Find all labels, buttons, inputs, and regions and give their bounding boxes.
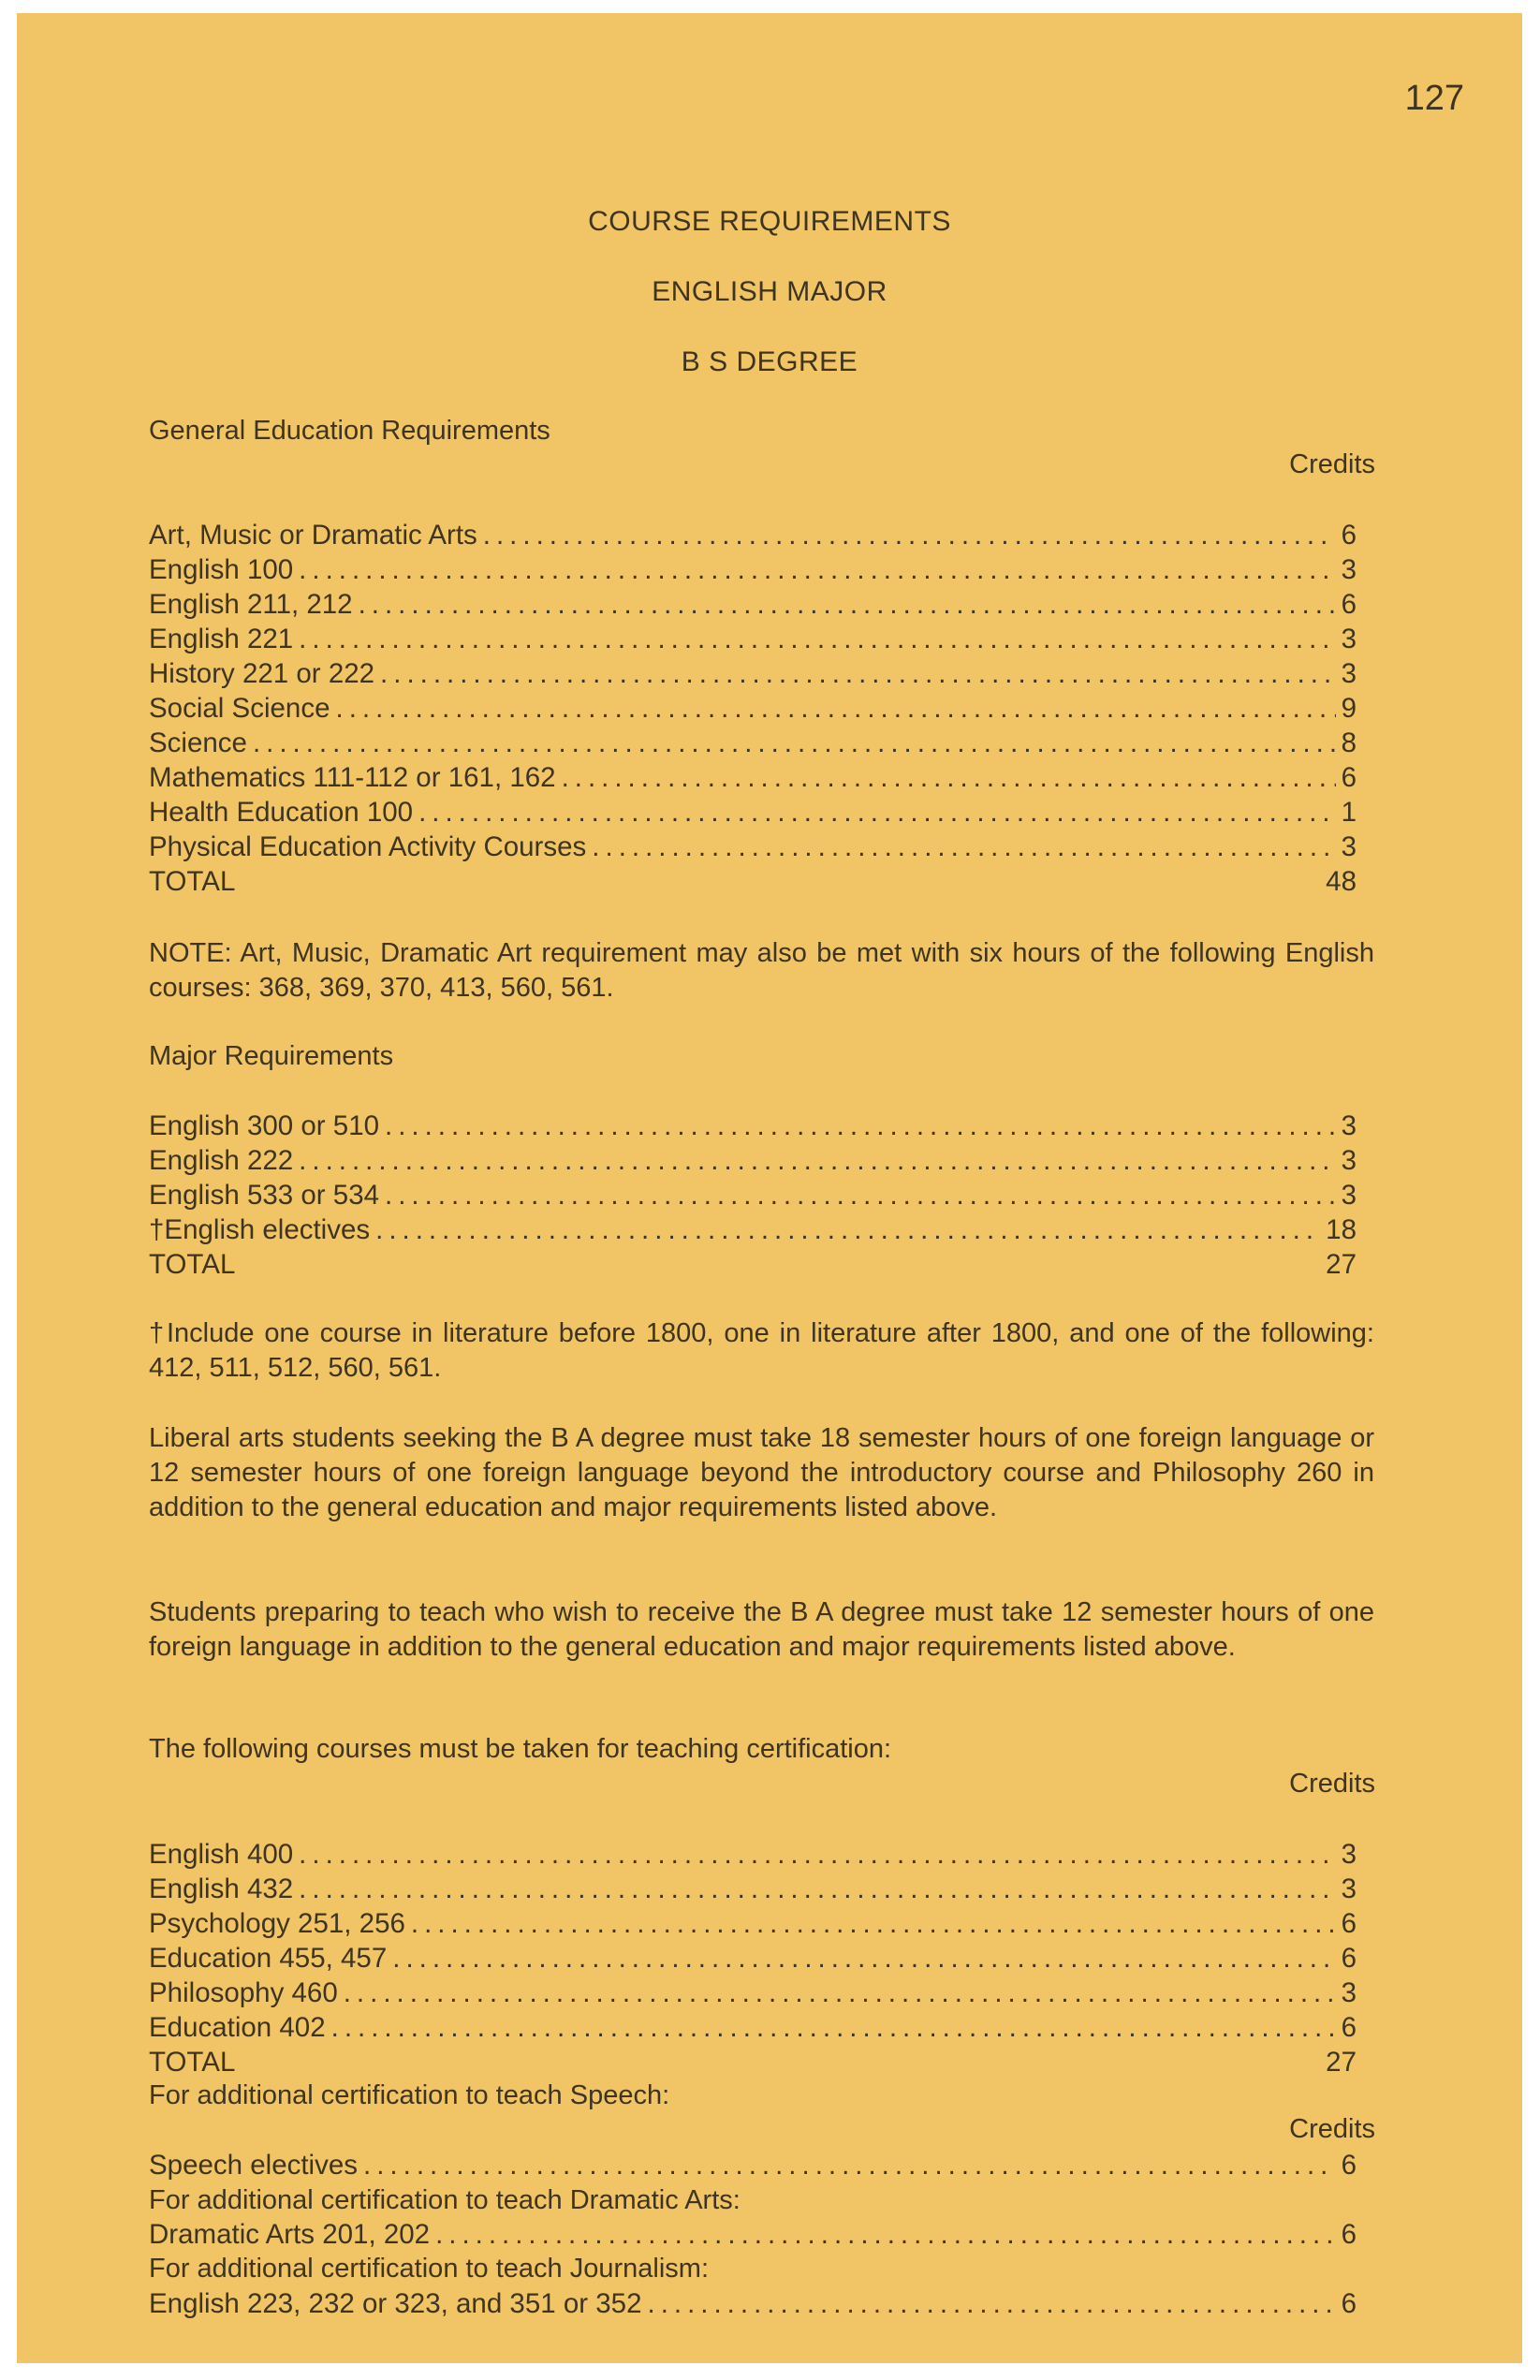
list-item: †English electives ..... 18 bbox=[149, 1212, 1357, 1247]
certification-intro: The following courses must be taken for teaching certification: bbox=[149, 1734, 892, 1764]
credits-label: Credits bbox=[1289, 1769, 1375, 1799]
list-item: History 221 or 222 ..... 3 bbox=[149, 656, 1357, 691]
list-item: English 432 ..... 3 bbox=[149, 1872, 1357, 1906]
list-item: English 400 ..... 3 bbox=[149, 1837, 1357, 1872]
list-item: Speech electives ..... 6 bbox=[149, 2148, 1357, 2182]
list-item: Mathematics 111-112 or 161, 162 ..... 6 bbox=[149, 760, 1357, 795]
list-item: Education 402 ..... 6 bbox=[149, 2010, 1357, 2045]
total-row: TOTAL 27 bbox=[149, 1249, 1357, 1280]
heading-english-major: ENGLISH MAJOR bbox=[652, 276, 887, 307]
list-item: Social Science ..... 9 bbox=[149, 691, 1357, 726]
document-page bbox=[17, 13, 1522, 2363]
list-item: Psychology 251, 256 ..... 6 bbox=[149, 1906, 1357, 1941]
list-item: English 221 ..... 3 bbox=[149, 622, 1357, 656]
drama-list bbox=[149, 2217, 1357, 2252]
list-item: Philosophy 460 ..... 3 bbox=[149, 1976, 1357, 2010]
list-item: English 211, 212 ..... 6 bbox=[149, 587, 1357, 622]
list-item: English 223, 232 or 323, and 351 or 352 ..... 6 bbox=[149, 2286, 1357, 2321]
drama-intro: For additional certification to teach Dramatic Arts: bbox=[149, 2185, 741, 2215]
credits-label: Credits bbox=[1289, 449, 1375, 479]
journalism-intro: For additional certification to teach Journalism: bbox=[149, 2254, 710, 2284]
list-item: English 533 or 534 ..... 3 bbox=[149, 1178, 1357, 1212]
major-requirements-list bbox=[149, 1109, 1357, 1282]
list-item: English 222 ..... 3 bbox=[149, 1143, 1357, 1178]
heading-course-requirements: COURSE REQUIREMENTS bbox=[588, 206, 951, 237]
teaching-paragraph: Students preparing to teach who wish to receive the B A degree must take 12 semester hours of one foreign language in addition to the general education and major requirements listed above. bbox=[149, 1597, 1374, 1662]
list-item: English 100 ..... 3 bbox=[149, 552, 1357, 587]
certification-list bbox=[149, 1837, 1357, 2079]
list-item: Science ..... 8 bbox=[149, 726, 1357, 760]
journalism-list bbox=[149, 2286, 1357, 2321]
footnote-paragraph: †Include one course in literature before 1800, one in literature after 1800, and one of the following: 412, 511, 512, 560, 561. bbox=[149, 1318, 1374, 1383]
note-paragraph: NOTE: Art, Music, Dramatic Art requirement may also be met with six hours of the following English courses: 368, 369, 370, 413, 560, 561. bbox=[149, 938, 1374, 1003]
general-education-title: General Education Requirements bbox=[149, 416, 550, 446]
list-item: Physical Education Activity Courses ..... 3 bbox=[149, 830, 1357, 864]
total-row: TOTAL 48 bbox=[149, 866, 1357, 897]
list-item: English 300 or 510 ..... 3 bbox=[149, 1109, 1357, 1143]
list-item: Art, Music or Dramatic Arts ..... 6 bbox=[149, 518, 1357, 552]
heading-degree: B S DEGREE bbox=[681, 346, 858, 377]
liberal-arts-paragraph: Liberal arts students seeking the B A degree must take 18 semester hours of one foreign language or 12 semester hours of one foreign language beyond the introductory course and Philosophy 260 in addition to the general education and major requirements listed above. bbox=[149, 1423, 1374, 1522]
page-number: 127 bbox=[1404, 79, 1464, 118]
major-requirements-title: Major Requirements bbox=[149, 1041, 394, 1071]
list-item: Health Education 100 ..... 1 bbox=[149, 795, 1357, 830]
speech-intro: For additional certification to teach Speech: bbox=[149, 2080, 670, 2110]
general-education-list bbox=[149, 518, 1357, 899]
list-item: Dramatic Arts 201, 202 ..... 6 bbox=[149, 2217, 1357, 2252]
speech-list bbox=[149, 2148, 1357, 2182]
credits-label: Credits bbox=[1289, 2114, 1375, 2144]
total-row: TOTAL 27 bbox=[149, 2047, 1357, 2078]
list-item: Education 455, 457 ..... 6 bbox=[149, 1941, 1357, 1976]
